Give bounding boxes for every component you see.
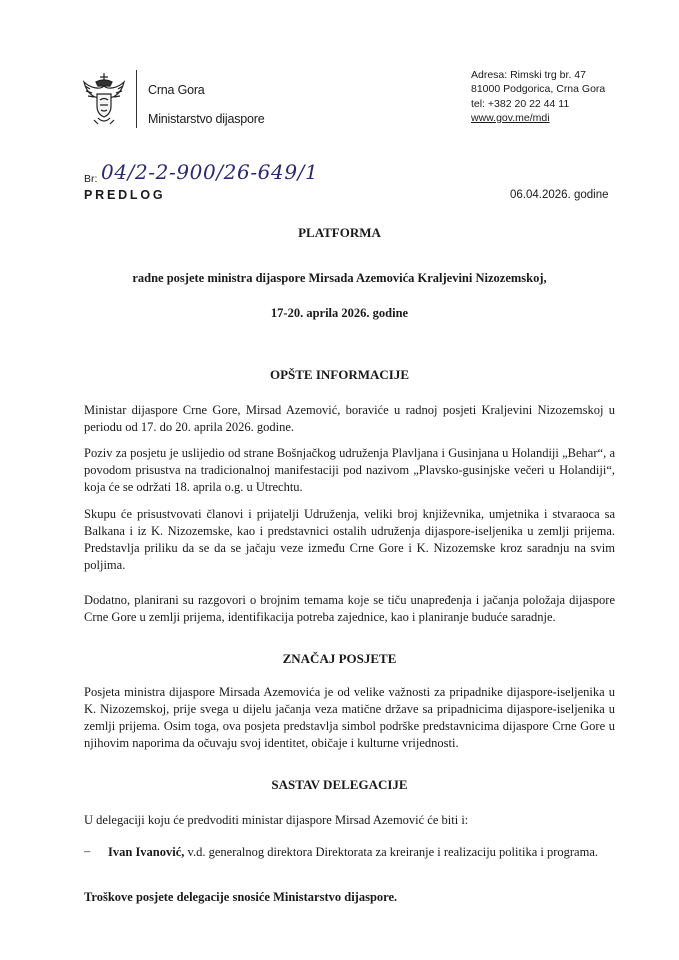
section-heading-delegation: SASTAV DELEGACIJE [271, 777, 408, 792]
website-link[interactable]: www.gov.me/mdi [471, 111, 550, 124]
montenegro-coat-of-arms-icon [82, 72, 126, 126]
delegation-intro: U delegaciji koju će predvoditi ministar dijaspore Mirsad Azemović će biti i: [84, 813, 469, 827]
visit-dates: 17-20. aprila 2026. godine [270, 306, 409, 320]
paragraph: Dodatno, planirani su razgovori o brojnim temama koje se tiču unapređenja i jačanja položaja dijaspore Crne Gore u zemlji prijema, identifikacija potreba zajednice, kao i planiranje buduće saradnje. [84, 593, 615, 624]
list-bullet: – [84, 844, 91, 858]
phone-line: tel: +382 20 22 44 11 [471, 97, 570, 110]
reference-label: Br: [84, 173, 98, 185]
ministry-name: Ministarstvo dijaspore [148, 112, 265, 126]
header-divider [136, 70, 137, 128]
costs-note: Troškove posjete delegacije snosiće Ministarstvo dijaspore. [84, 890, 398, 904]
section-heading-importance: ZNAČAJ POSJETE [282, 651, 397, 666]
address-line: Adresa: Rimski trg br. 47 [471, 69, 586, 81]
handwritten-reference-number: 04/2-2-900/26-649/1 [101, 160, 319, 184]
address-line: 81000 Podgorica, Crna Gora [471, 83, 606, 96]
state-name: Crna Gora [148, 83, 205, 97]
member-role: v.d. generalnog direktora Direktorata za kreiranje i realizaciju politika i programa. [184, 845, 598, 859]
document-subtitle: radne posjete ministra dijaspore Mirsada Azemovića Kraljevini Nizozemskoj, [132, 271, 547, 285]
document-date: 06.04.2026. godine [510, 189, 609, 201]
paragraph: Skupu će prisustvovati članovi i prijatelji Udruženja, veliki broj književnika, umjetnika i stvaraoca sa Balkana i iz K. Nizozemske, kao i predstavnici ostalih udruženja dijaspore-iseljenika u zemlji prijema. Predstavlja priliku da se da se jačaju veze između Crne Gore i K. Nizozemske kroz saradnju na svim poljima. [84, 507, 615, 572]
section-heading-general: OPŠTE INFORMACIJE [269, 367, 410, 382]
paragraph: Posjeta ministra dijaspore Mirsada Azemovića je od velike važnosti za pripadnike dijaspore-iseljenika u K. Nizozemskoj, prije svega u dijelu jačanja veza matične države sa pripadnicima dijaspore-iseljenika u zemlji prijema. Osim toga, ova posjeta predstavlja simbol podrške predstavnicima dijaspore Crne Gore u njihovim naporima da očuvaju svoj identitet, običaje i kulturne vrijednosti. [84, 685, 615, 750]
document-title: PLATFORMA [298, 225, 381, 240]
paragraph: Poziv za posjetu je uslijedio od strane Bošnjačkog udruženja Plavljana i Gusinjana u Holandiji „Behar“, a povodom prisustva na tradicionalnoj manifestaciji pod nazivom „Plavsko-gusinjske večeri u Holandiji“, koja će se održati 18. aprila o.g. u Utrechtu. [84, 446, 615, 494]
contact-block [471, 68, 605, 125]
predlog-label: PREDLOG [84, 188, 166, 202]
paragraph: Ministar dijaspore Crne Gore, Mirsad Azemović, boraviće u radnoj posjeti Kraljevini Nizozemskoj u periodu od 17. do 20. aprila 2026. godine. [84, 403, 615, 434]
delegation-member [108, 844, 615, 861]
member-name: Ivan Ivanović, [108, 845, 185, 859]
